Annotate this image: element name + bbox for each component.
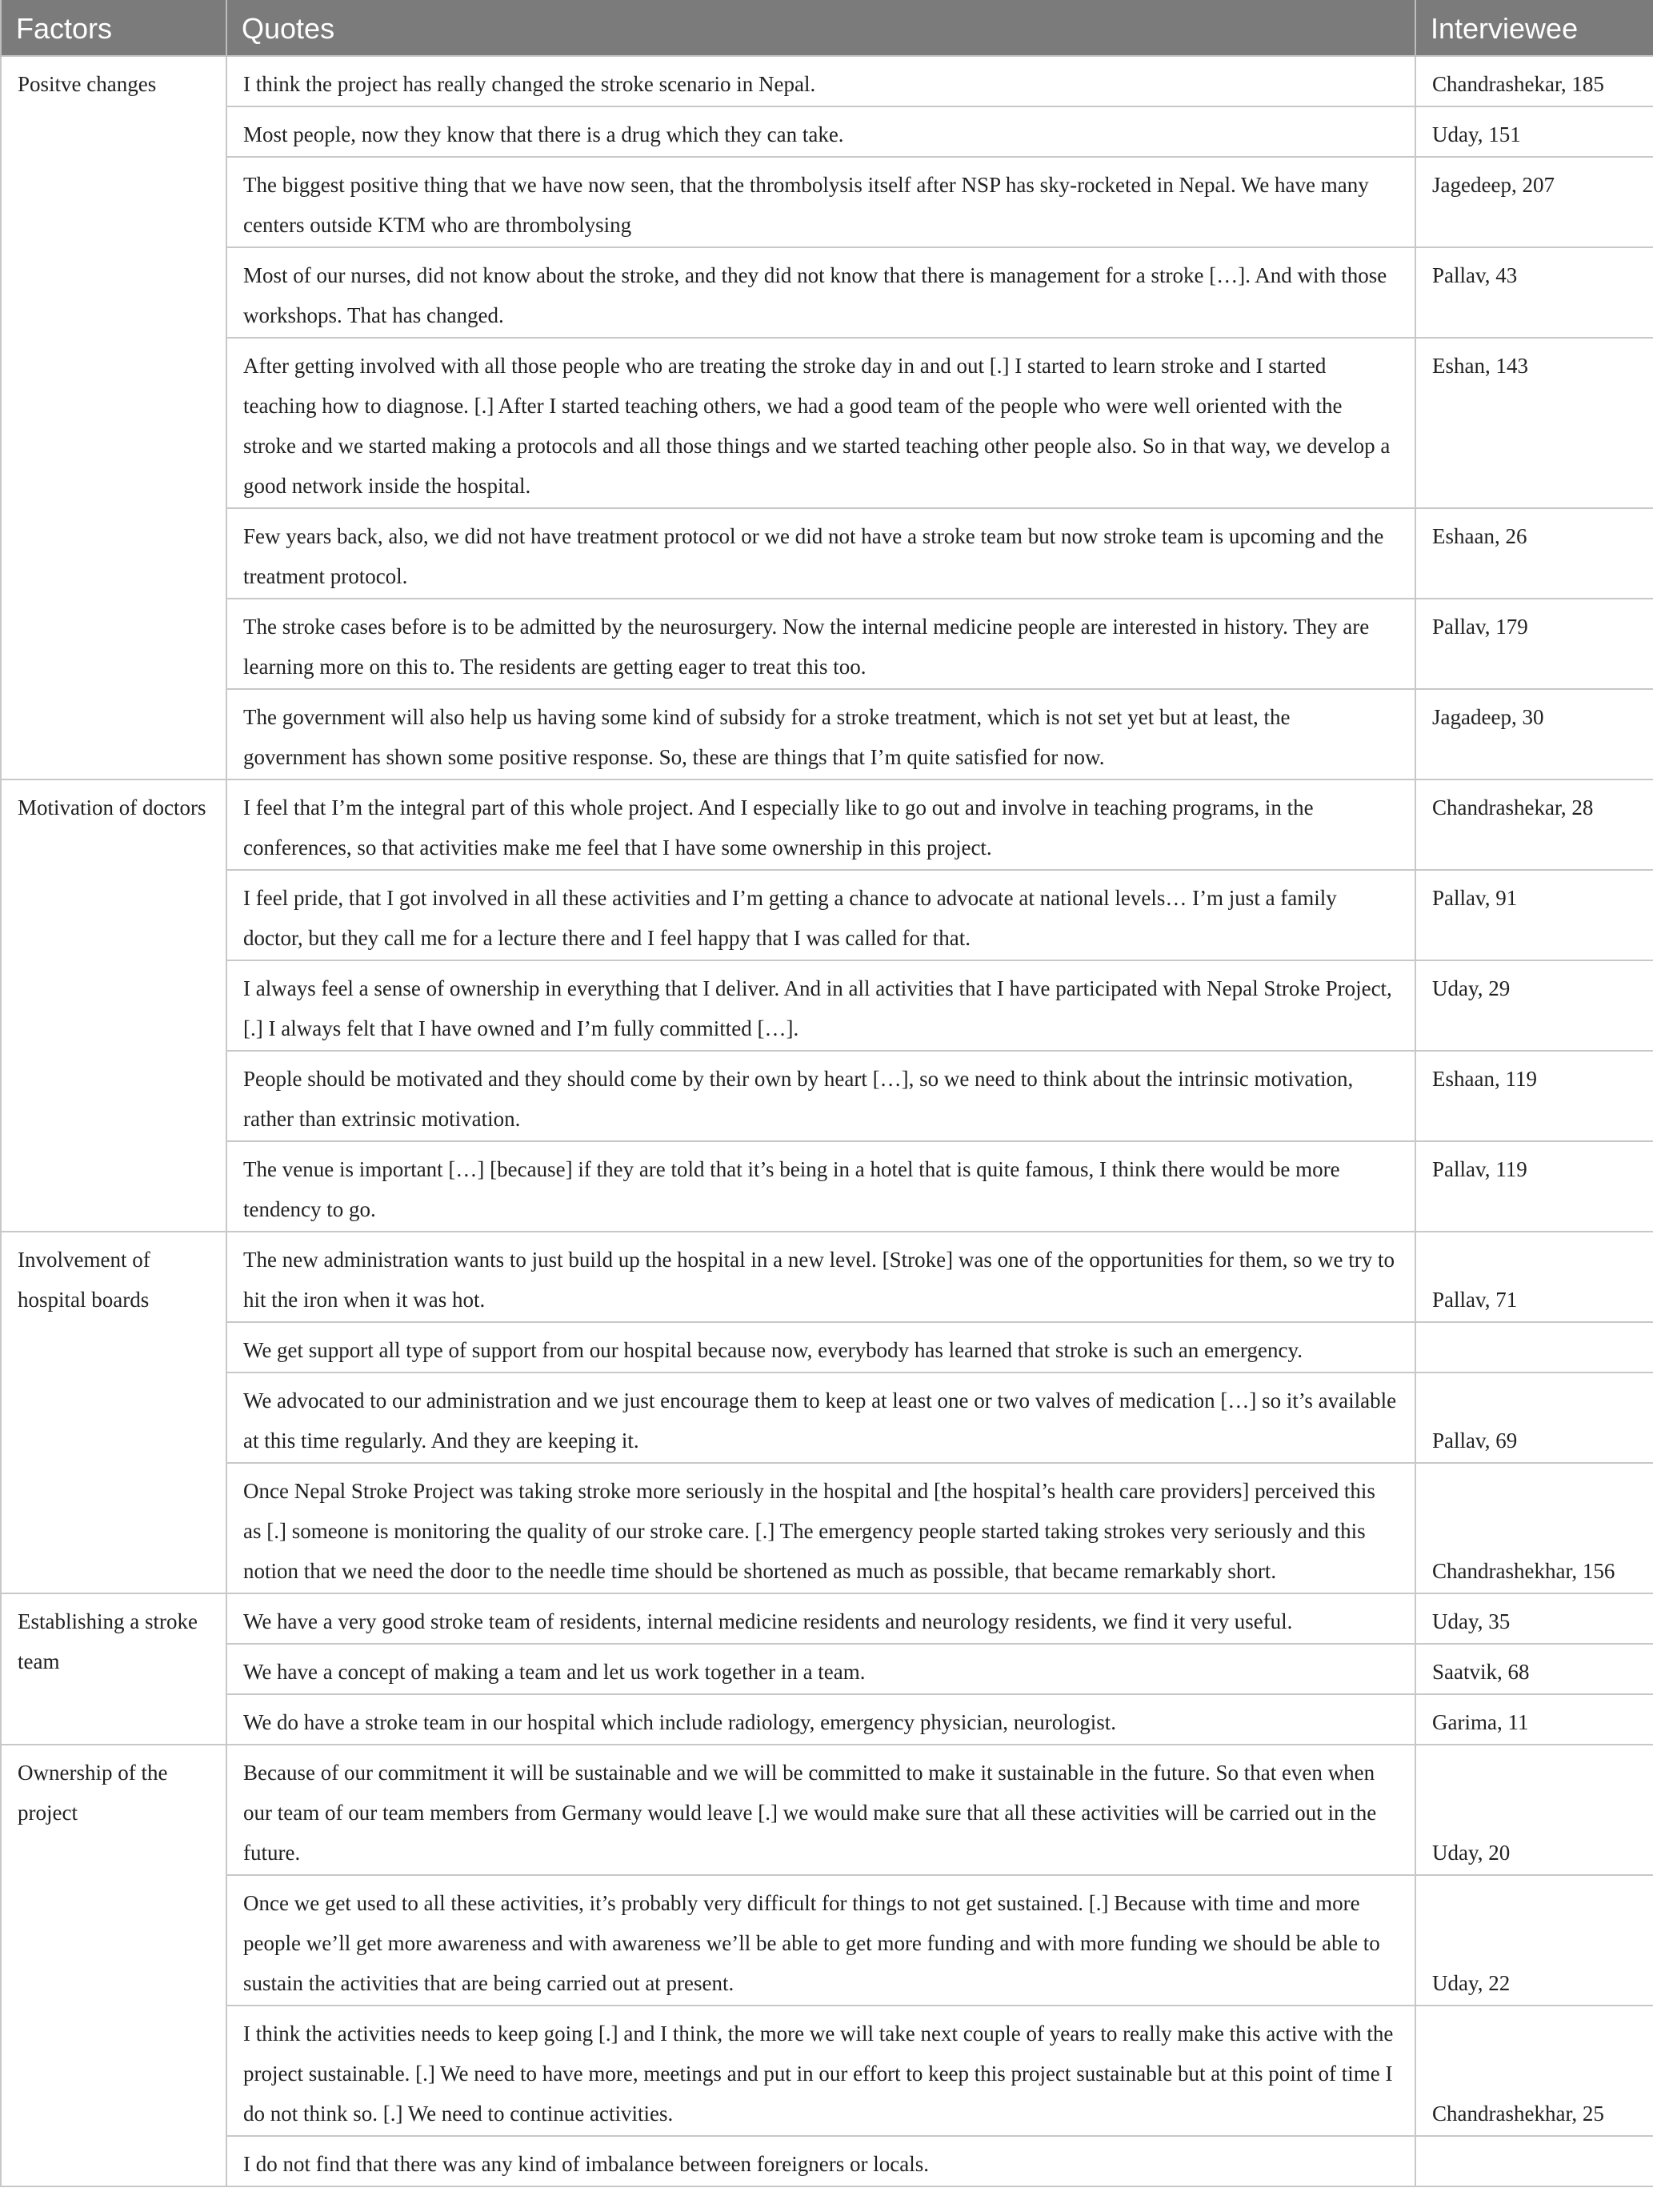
interviewee-cell: Chandrashekhar, 25 <box>1415 2006 1653 2136</box>
interviewee-cell: Pallav, 179 <box>1415 599 1653 689</box>
header-row <box>1 0 1653 56</box>
table-row <box>1 2136 1653 2186</box>
interviewee-cell <box>1415 2136 1653 2186</box>
interviewee-cell: Uday, 35 <box>1415 1593 1653 1644</box>
quote-cell: I think the project has really changed the stroke scenario in Nepal. <box>226 56 1415 106</box>
quote-cell: I feel that I’m the integral part of this whole project. And I especially like to go out and involve in teaching programs, in the conferences, so that activities make me feel that I have some ownership in this project. <box>226 779 1415 870</box>
table-row <box>1 1232 1653 1322</box>
interviewee-cell: Eshan, 143 <box>1415 338 1653 508</box>
table-row <box>1 157 1653 247</box>
quote-cell: We have a very good stroke team of residents, internal medicine residents and neurology residents, we find it very useful. <box>226 1593 1415 1644</box>
table-row <box>1 1322 1653 1372</box>
table-row <box>1 106 1653 157</box>
table-row <box>1 599 1653 689</box>
interviewee-cell: Pallav, 69 <box>1415 1372 1653 1463</box>
quote-cell: I feel pride, that I got involved in all these activities and I’m getting a chance to advocate at national levels… I’m just a family doctor, but they call me for a lecture there and I feel happy that I was called for that. <box>226 870 1415 960</box>
quote-cell: I think the activities needs to keep going [.] and I think, the more we will take next couple of years to really make this active with the project sustainable. [.] We need to have more, meetings and put in our effort to keep this project sustainable but at this point of time I do not think so. [.] We need to continue activities. <box>226 2006 1415 2136</box>
factor-cell: Motivation of doctors <box>1 779 226 1232</box>
table-row <box>1 689 1653 779</box>
table-row <box>1 1745 1653 1875</box>
quote-cell: Once Nepal Stroke Project was taking stroke more seriously in the hospital and [the hospital’s health care providers] perceived this as [.] someone is monitoring the quality of our stroke care. [.] The emergency people started taking strokes very seriously and this notion that we need the door to the needle time should be shortened as much as possible, that became remarkably short. <box>226 1463 1415 1593</box>
table-row <box>1 779 1653 870</box>
table-row <box>1 870 1653 960</box>
interviewee-cell: Pallav, 91 <box>1415 870 1653 960</box>
quote-cell: We have a concept of making a team and let us work together in a team. <box>226 1644 1415 1694</box>
interviewee-cell: Jagadeep, 30 <box>1415 689 1653 779</box>
table-row <box>1 56 1653 106</box>
quote-cell: The new administration wants to just build up the hospital in a new level. [Stroke] was one of the opportunities for them, so we try to hit the iron when it was hot. <box>226 1232 1415 1322</box>
quote-cell: Once we get used to all these activities, it’s probably very difficult for things to not get sustained. [.] Because with time and more people we’ll get more awareness and with awareness we’ll be able to get more funding and with more funding we should be able to sustain the activities that are being carried out at present. <box>226 1875 1415 2006</box>
interviewee-cell: Eshaan, 26 <box>1415 508 1653 599</box>
table-row <box>1 508 1653 599</box>
factor-cell: Involvement of hospital boards <box>1 1232 226 1593</box>
interviewee-cell: Uday, 29 <box>1415 960 1653 1051</box>
table-row <box>1 1875 1653 2006</box>
table-row <box>1 338 1653 508</box>
table-row <box>1 247 1653 338</box>
interviewee-cell: Uday, 20 <box>1415 1745 1653 1875</box>
header-quotes: Quotes <box>226 0 1415 56</box>
table-row <box>1 1141 1653 1232</box>
table-row <box>1 1593 1653 1644</box>
interviewee-cell: Chandrashekar, 28 <box>1415 779 1653 870</box>
interviewee-cell: Chandrashekhar, 156 <box>1415 1463 1653 1593</box>
interviewee-cell: Pallav, 43 <box>1415 247 1653 338</box>
interviewee-cell: Uday, 151 <box>1415 106 1653 157</box>
interviewee-cell <box>1415 1322 1653 1372</box>
quote-cell: We get support all type of support from our hospital because now, everybody has learned that stroke is such an emergency. <box>226 1322 1415 1372</box>
interviewee-cell: Saatvik, 68 <box>1415 1644 1653 1694</box>
quote-cell: Most people, now they know that there is a drug which they can take. <box>226 106 1415 157</box>
quote-cell: The stroke cases before is to be admitted by the neurosurgery. Now the internal medicine people are interested in history. They are learning more on this to. The residents are getting eager to treat this too. <box>226 599 1415 689</box>
quote-cell: The government will also help us having some kind of subsidy for a stroke treatment, which is not set yet but at least, the government has shown some positive response. So, these are things that I’m quite satisfied for now. <box>226 689 1415 779</box>
quote-cell: People should be motivated and they should come by their own by heart […], so we need to think about the intrinsic motivation, rather than extrinsic motivation. <box>226 1051 1415 1141</box>
quote-cell: I always feel a sense of ownership in everything that I deliver. And in all activities that I have participated with Nepal Stroke Project, [.] I always felt that I have owned and I’m fully committed […]. <box>226 960 1415 1051</box>
table-body <box>1 56 1653 2186</box>
quote-cell: The biggest positive thing that we have now seen, that the thrombolysis itself after NSP has sky-rocketed in Nepal. We have many centers outside KTM who are thrombolysing <box>226 157 1415 247</box>
table-row <box>1 1051 1653 1141</box>
quote-cell: Few years back, also, we did not have treatment protocol or we did not have a stroke team but now stroke team is upcoming and the treatment protocol. <box>226 508 1415 599</box>
table-row <box>1 1644 1653 1694</box>
quote-cell: Because of our commitment it will be sustainable and we will be committed to make it sustainable in the future. So that even when our team of our team members from Germany would leave [.] we would make sure that all these activities will be carried out in the future. <box>226 1745 1415 1875</box>
quote-cell: We do have a stroke team in our hospital which include radiology, emergency physician, neurologist. <box>226 1694 1415 1745</box>
factor-cell: Ownership of the project <box>1 1745 226 2186</box>
quote-cell: The venue is important […] [because] if they are told that it’s being in a hotel that is quite famous, I think there would be more tendency to go. <box>226 1141 1415 1232</box>
interviewee-cell: Pallav, 71 <box>1415 1232 1653 1322</box>
factor-cell: Establishing a stroke team <box>1 1593 226 1745</box>
header-interviewee: Interviewee <box>1415 0 1653 56</box>
interviewee-cell: Garima, 11 <box>1415 1694 1653 1745</box>
table-row <box>1 1372 1653 1463</box>
table-row <box>1 1694 1653 1745</box>
interviewee-cell: Eshaan, 119 <box>1415 1051 1653 1141</box>
table-row <box>1 2006 1653 2136</box>
table-row <box>1 960 1653 1051</box>
factor-cell: Positve changes <box>1 56 226 779</box>
header-factors: Factors <box>1 0 226 56</box>
interviewee-cell: Jagedeep, 207 <box>1415 157 1653 247</box>
quote-cell: Most of our nurses, did not know about the stroke, and they did not know that there is management for a stroke […]. And with those workshops. That has changed. <box>226 247 1415 338</box>
quote-cell: After getting involved with all those people who are treating the stroke day in and out [.] I started to learn stroke and I started teaching how to diagnose. [.] After I started teaching others, we had a good team of the people who were well oriented with the stroke and we started making a protocols and all those things and we started teaching other people also. So in that way, we develop a good network inside the hospital. <box>226 338 1415 508</box>
quote-cell: I do not find that there was any kind of imbalance between foreigners or locals. <box>226 2136 1415 2186</box>
quote-cell: We advocated to our administration and we just encourage them to keep at least one or two valves of medication […] so it’s available at this time regularly. And they are keeping it. <box>226 1372 1415 1463</box>
interviewee-cell: Uday, 22 <box>1415 1875 1653 2006</box>
interviewee-cell: Chandrashekar, 185 <box>1415 56 1653 106</box>
interviewee-cell: Pallav, 119 <box>1415 1141 1653 1232</box>
table-row <box>1 1463 1653 1593</box>
